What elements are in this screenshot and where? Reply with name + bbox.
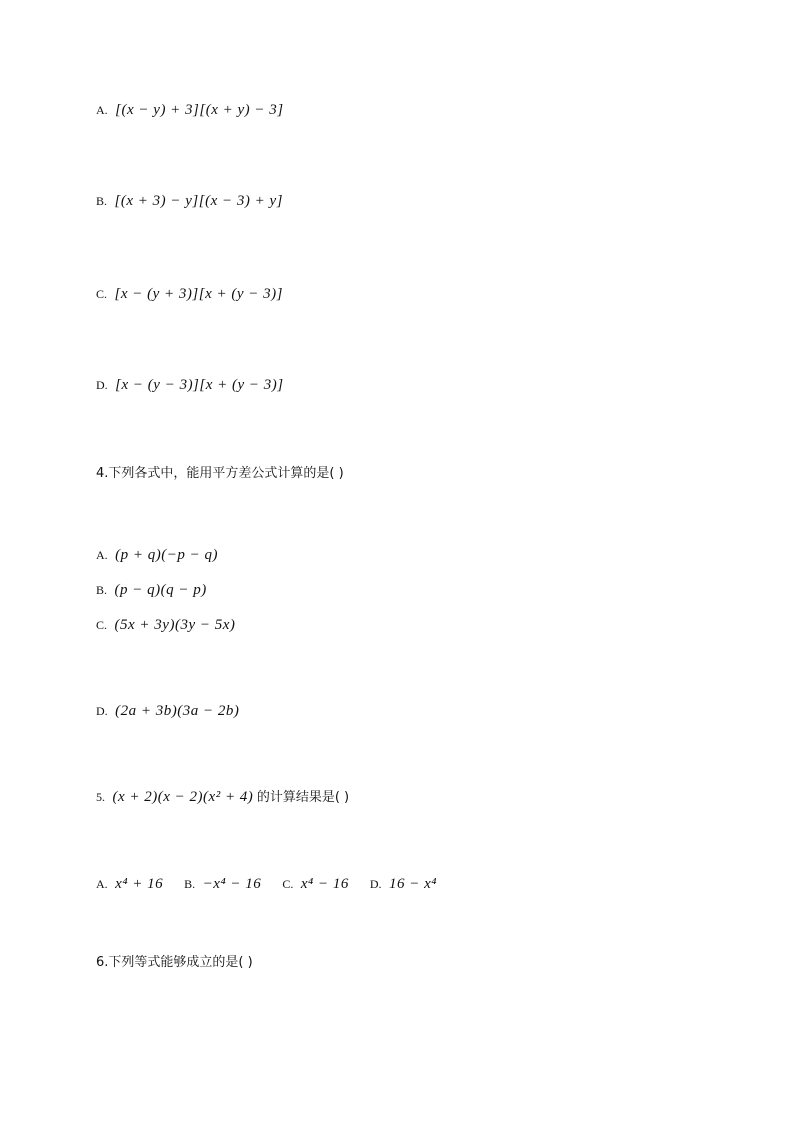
- q4-stem: 4.下列各式中，能用平方差公式计算的是( ): [96, 466, 344, 481]
- option-expression: (2a + 3b)(3a − 2b): [115, 703, 240, 719]
- option-expression: [x − (y + 3)][x + (y − 3)]: [114, 286, 283, 302]
- option-expression: −x⁴ − 16: [202, 876, 262, 892]
- option-expression: (p − q)(q − p): [114, 582, 207, 598]
- option-label: C.: [282, 877, 294, 891]
- option-expression: x⁴ + 16: [115, 876, 164, 892]
- option-expression: (p + q)(−p − q): [115, 547, 219, 563]
- q4-option-c: [96, 615, 235, 636]
- q4-option-a: [96, 545, 218, 566]
- option-label: A.: [96, 877, 108, 891]
- option-label: D.: [96, 704, 108, 718]
- option-label: A.: [96, 548, 108, 562]
- option-label: D.: [369, 877, 382, 891]
- q3-option-b: [96, 191, 283, 212]
- q6-stem: 6.下列等式能够成立的是( ): [96, 955, 253, 970]
- q4-option-b: [96, 580, 207, 601]
- option-label: C.: [96, 618, 108, 632]
- option-label: B.: [184, 877, 196, 891]
- option-expression: [(x + 3) − y][(x − 3) + y]: [114, 193, 283, 209]
- option-expression: (5x + 3y)(3y − 5x): [114, 617, 236, 633]
- question-expression: (x + 2)(x − 2)(x² + 4): [112, 789, 254, 805]
- option-expression: [(x − y) + 3][(x + y) − 3]: [115, 102, 284, 118]
- q5-options: [96, 874, 437, 895]
- option-expression: 16 − x⁴: [389, 876, 437, 892]
- q3-option-c: [96, 284, 283, 305]
- option-label: D.: [96, 378, 108, 392]
- question-text: 的计算结果是( ): [256, 790, 350, 805]
- q5-stem: [96, 787, 349, 808]
- option-label: B.: [96, 583, 108, 597]
- q3-option-d: [96, 375, 284, 396]
- option-label: A.: [96, 103, 108, 117]
- question-number: 5.: [96, 790, 105, 804]
- option-label: C.: [96, 287, 108, 301]
- q3-option-a: [96, 100, 284, 121]
- option-label: B.: [96, 194, 108, 208]
- q4-option-d: [96, 701, 239, 722]
- option-expression: [x − (y − 3)][x + (y − 3)]: [115, 377, 284, 393]
- option-expression: x⁴ − 16: [300, 876, 349, 892]
